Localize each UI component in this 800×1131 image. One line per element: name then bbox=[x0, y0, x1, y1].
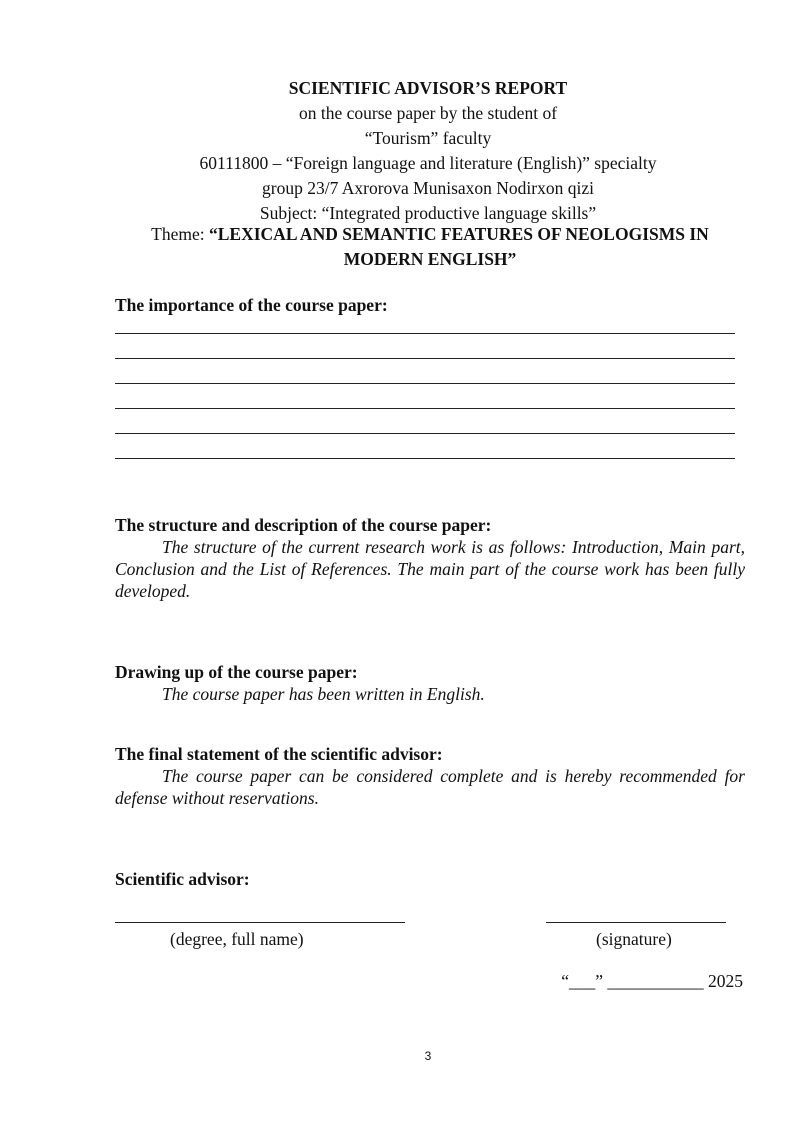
signature-line bbox=[546, 922, 726, 923]
final-statement-text: The course paper can be considered complete and is hereby recommended for defense without reservations. bbox=[115, 766, 745, 808]
importance-blank-line bbox=[115, 358, 735, 359]
importance-blank-line bbox=[115, 333, 735, 334]
importance-heading: The importance of the course paper: bbox=[115, 295, 388, 315]
importance-blank-line bbox=[115, 383, 735, 384]
signature-caption: (signature) bbox=[596, 929, 672, 949]
importance-blank-line bbox=[115, 458, 735, 459]
report-header bbox=[0, 76, 800, 226]
drawing-up-text: The course paper has been written in English. bbox=[162, 684, 485, 704]
degree-name-caption: (degree, full name) bbox=[170, 929, 304, 949]
structure-text: The structure of the current research work is as follows: Introduction, Main part, Conclusion and the List of References. The main part of the course work has been fully developed. bbox=[115, 537, 745, 601]
importance-blank-line bbox=[115, 408, 735, 409]
header-line-student: on the course paper by the student of bbox=[298, 103, 558, 123]
importance-blank-line bbox=[115, 433, 735, 434]
structure-heading: The structure and description of the course paper: bbox=[115, 515, 492, 535]
date-line: “___” ___________ 2025 bbox=[561, 971, 743, 991]
theme-value: “LEXICAL AND SEMANTIC FEATURES OF NEOLOGISMS IN MODERN ENGLISH” bbox=[209, 224, 709, 269]
header-line-faculty: “Tourism” faculty bbox=[364, 128, 492, 148]
degree-name-line bbox=[115, 922, 405, 923]
theme-label: Theme: bbox=[151, 224, 209, 244]
theme-block bbox=[115, 222, 745, 272]
header-line-specialty: 60111800 – “Foreign language and literature (English)” specialty bbox=[199, 153, 657, 173]
final-statement-heading: The final statement of the scientific advisor: bbox=[115, 744, 443, 764]
header-line-group: group 23/7 Axrorova Munisaxon Nodirxon qizi bbox=[262, 178, 594, 198]
header-line-subject: Subject: “Integrated productive language skills” bbox=[259, 203, 597, 223]
drawing-up-heading: Drawing up of the course paper: bbox=[115, 662, 358, 682]
scientific-advisor-heading: Scientific advisor: bbox=[115, 869, 250, 889]
report-title: SCIENTIFIC ADVISOR’S REPORT bbox=[288, 78, 568, 98]
page-number: 3 bbox=[424, 1049, 432, 1063]
